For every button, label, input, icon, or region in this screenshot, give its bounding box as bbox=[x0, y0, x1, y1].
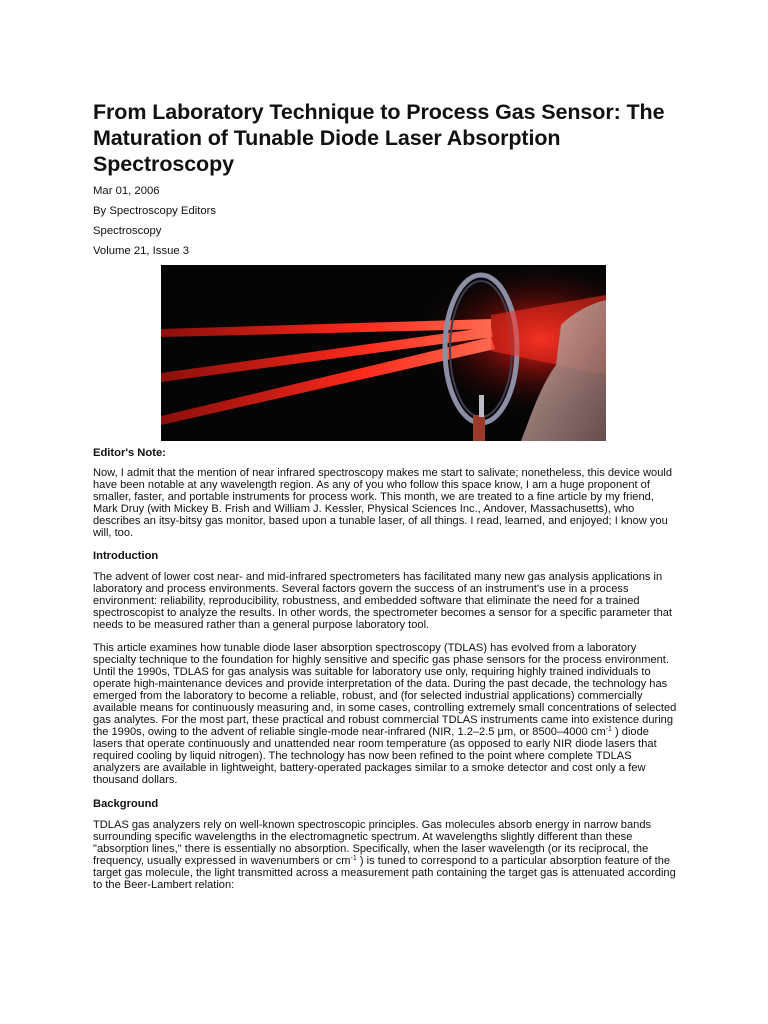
background-p1-text-a: TDLAS gas analyzers rely on well-known spectroscopic principles. Gas molecules absorb energy in narrow bands surrounding specific wavelengths in the electromagnetic spectrum. At wavelengths slightly different than these "absorption lines," there is essentially no absorption. Specifically, when the laser wavelength (or its reciprocal, the frequency, usually expressed in wavenumbers or cm bbox=[93, 819, 652, 867]
introduction-paragraph-1: The advent of lower cost near- and mid-infrared spectrometers has facilitated many new gas analysis applications in laboratory and process environments. Several factors govern the success of an instrument's use in a process environment: reliability, reproducibility, robustness, and embedded software that eliminate the need for a trained spectroscopist to analyze the results. In other words, the spectrometer becomes a sensor for a specific parameter that needs to be measured rather than a general purpose laboratory tool. bbox=[93, 571, 672, 631]
background-paragraph-1 bbox=[93, 819, 677, 891]
volume-issue: Volume 21, Issue 3 bbox=[93, 245, 190, 257]
publish-date: Mar 01, 2006 bbox=[93, 185, 160, 197]
intro-p2-superscript: -1 bbox=[605, 726, 612, 733]
byline: By Spectroscopy Editors bbox=[93, 205, 217, 217]
background-p1-superscript: -1 bbox=[350, 855, 357, 862]
introduction-paragraph-2 bbox=[93, 642, 677, 786]
editors-note-text: Now, I admit that the mention of near infrared spectroscopy makes me start to salivate; nonetheless, this device would have been notable at any wavelength region. As any of you who follow this space know, I am a huge proponent of smaller, faster, and portable instruments for process work. This month, we are treated to a fine article by my friend, Mark Druy (with Mickey B. Frish and William J. Kessler, Physical Sciences Inc., Andover, Massachusetts), who describes an itsy-bitsy gas monitor, based upon a tunable laser, of all things. I read, learned, and enjoyed; I know you will, too. bbox=[93, 467, 673, 539]
intro-p2-text-a: This article examines how tunable diode laser absorption spectroscopy (TDLAS) has evolved from a laboratory specialty technique to the foundation for highly sensitive and specific gas phase sensors for the process environment. Until the 1990s, TDLAS for gas analysis was suitable for laboratory use only, requiring highly trained individuals to operate high-maintenance devices and provide interpretation of the data. During the past decade, the technology has emerged from the laboratory to become a reliable, robust, and (for selected industrial applications) commercially available means for continuously measuring and, in some cases, controlling extremely small concentrations of selected gas analytes. For the most part, these practical and robust commercial TDLAS instruments came into existence during the 1990s, owing to the advent of reliable single-mode near-infrared (NIR, 1.2–2.5 μm, or 8500–4000 cm bbox=[93, 642, 677, 738]
laser-beams-image bbox=[161, 265, 606, 441]
publication-name: Spectroscopy bbox=[93, 225, 162, 237]
intro-p2-text-b: ) diode lasers that operate continuously and unattended near room temperature (as opposed to early NIR diode lasers that required cooling by liquid nitrogen). The technology has now been refined to the point where complete TDLAS analyzers are available in lightweight, battery-operated packages similar to a smoke detector and cost only a few thousand dollars. bbox=[93, 726, 657, 786]
article-title: From Laboratory Technique to Process Gas Sensor: The Maturation of Tunable Diode Laser Absorption Spectroscopy bbox=[93, 100, 665, 176]
introduction-heading: Introduction bbox=[93, 550, 159, 562]
editors-note-heading: Editor's Note: bbox=[93, 447, 166, 459]
background-p1-text-b: ) is tuned to correspond to a particular absorption feature of the target gas molecule, the light transmitted across a measurement path containing the target gas is attenuated according to the Beer-Lambert relation: bbox=[93, 855, 676, 891]
laser-beams-icon bbox=[161, 265, 606, 441]
background-heading: Background bbox=[93, 798, 159, 810]
